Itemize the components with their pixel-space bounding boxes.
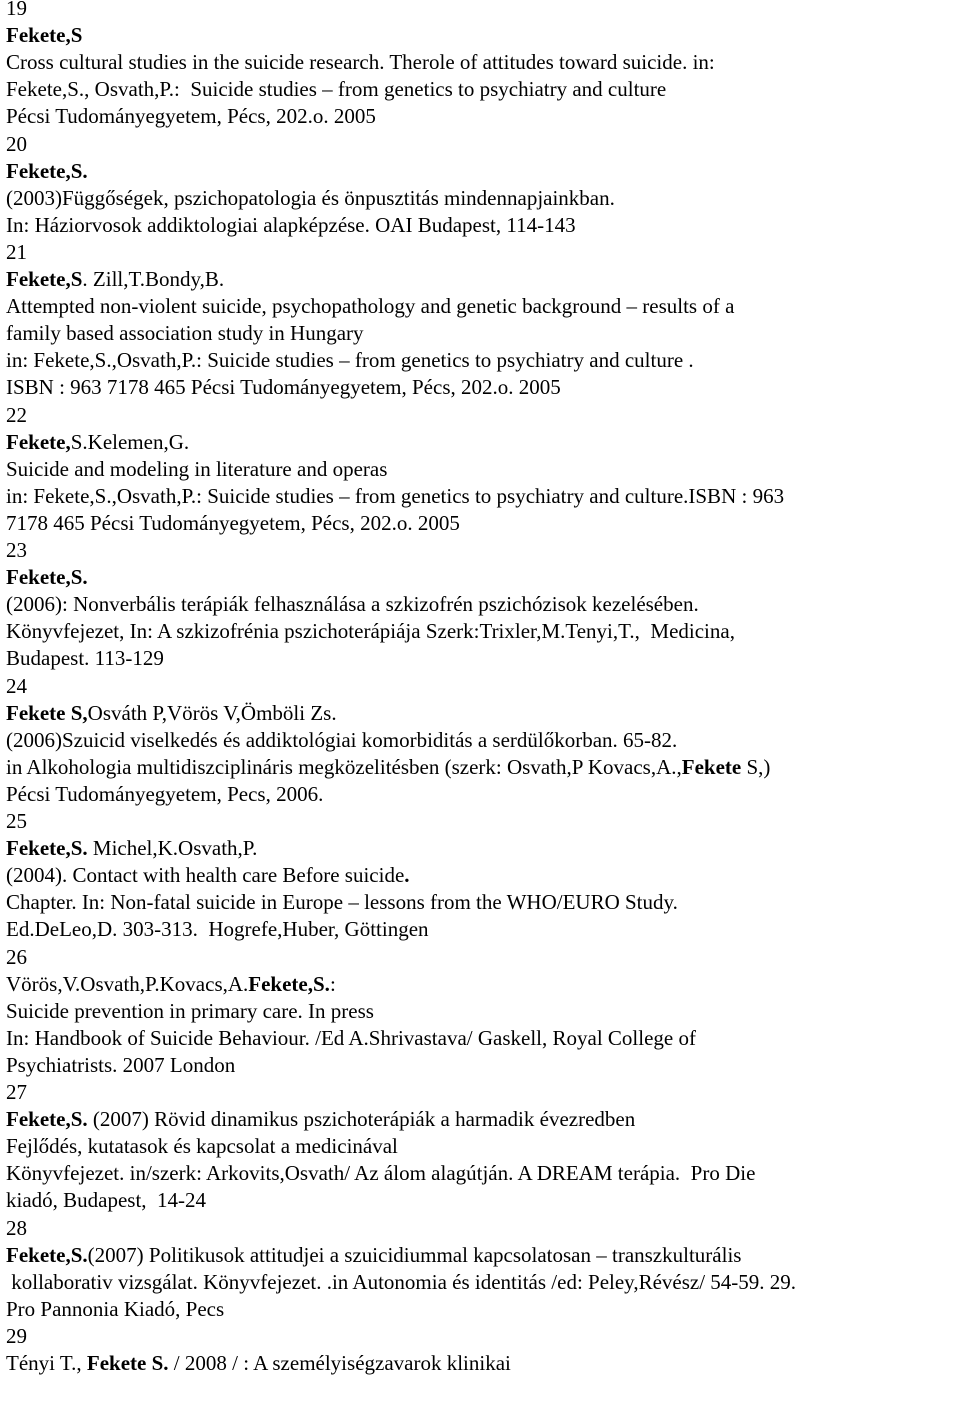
reference-number: 22 [6, 402, 27, 427]
bold-text-segment: Fekete,S. [6, 1242, 88, 1267]
reference-text-line [6, 348, 694, 374]
text-segment: Fejlődés, kutatasok és kapcsolat a medicinával [6, 1134, 398, 1159]
text-segment: (2006): Nonverbális terápiák felhasználása a szkizofrén pszichózisok kezelésében. [6, 592, 699, 617]
bold-text-segment: Fekete,S. [6, 836, 88, 861]
reference-text-line [6, 511, 460, 537]
text-segment: Chapter. In: Non-fatal suicide in Europe – lessons from the WHO/EURO Study. [6, 890, 678, 915]
bold-text-segment: Fekete,S. [6, 158, 88, 183]
reference-text-line [6, 50, 715, 76]
text-segment: in: Fekete,S.,Osvath,P.: Suicide studies – from genetics to psychiatry and culture . [6, 348, 694, 373]
reference-text-line [6, 1053, 235, 1079]
bold-text-segment: . [404, 863, 410, 888]
text-segment: Michel,K.Osvath,P. [87, 836, 258, 861]
reference-authors-line [6, 1243, 741, 1269]
reference-text-line [6, 1270, 796, 1296]
reference-text-line [6, 77, 666, 103]
text-segment: Pécsi Tudományegyetem, Pécs, 202.o. 2005 [6, 104, 376, 129]
bold-text-segment: Fekete S, [6, 700, 88, 725]
reference-text-line [6, 484, 784, 510]
reference-text-line [6, 375, 561, 401]
reference-number: 29 [6, 1323, 27, 1348]
reference-authors-line [6, 972, 336, 998]
text-segment: Suicide prevention in primary care. In press [6, 998, 374, 1023]
reference-text-line [6, 457, 387, 483]
text-segment: Suicide and modeling in literature and operas [6, 456, 388, 481]
reference-authors-line [6, 701, 337, 727]
reference-text-line [6, 890, 678, 916]
reference-number: 23 [6, 538, 27, 562]
text-segment: Könyvfejezet, In: A szkizofrénia pszichoterápiája Szerk:Trixler,M.Tenyi,T., Medicina, [6, 619, 735, 644]
text-segment: Könyvfejezet. in/szerk: Arkovits,Osvath/ Az álom alagútján. A DREAM terápia. Pro Die [6, 1161, 756, 1186]
text-segment: Fekete,S., Osvath,P.: Suicide studies – from genetics to psychiatry and culture [6, 77, 667, 102]
reference-text-line [6, 321, 364, 347]
reference-authors-line [6, 1351, 511, 1377]
reference-number: 21 [6, 239, 27, 264]
text-segment: / 2008 / : A személyiségzavarok klinikai [168, 1351, 511, 1375]
reference-number: 26 [6, 944, 27, 969]
text-segment: Budapest. 113-129 [6, 646, 164, 671]
text-segment: Osváth P,Vörös V,Ömböli Zs. [87, 700, 337, 725]
bold-text-segment: Fekete,S [6, 267, 83, 291]
reference-text-line [6, 592, 699, 618]
text-segment: Attempted non-violent suicide, psychopathology and genetic background – results of a [6, 294, 735, 319]
reference-text-line [6, 782, 323, 808]
text-segment: (2004). Contact with health care Before suicide [6, 863, 405, 888]
reference-text-line [6, 1297, 224, 1323]
reference-text-line [6, 863, 410, 889]
reference-number: 28 [6, 1215, 27, 1240]
bold-text-segment: Fekete,S. [248, 971, 330, 996]
reference-text-line [6, 917, 429, 943]
reference-authors-line [6, 159, 88, 185]
text-segment: Psychiatrists. 2007 London [6, 1052, 236, 1077]
reference-text-line [6, 1026, 696, 1052]
reference-text-line [6, 1188, 206, 1214]
text-segment: in: Fekete,S.,Osvath,P.: Suicide studies – from genetics to psychiatry and culture.ISBN : 963 [6, 483, 785, 508]
text-segment: S,) [741, 754, 771, 779]
text-segment: ISBN : 963 7178 465 Pécsi Tudományegyetem, Pécs, 202.o. 2005 [6, 375, 561, 400]
bold-text-segment: Fekete S. [86, 1351, 169, 1375]
reference-text-line [6, 619, 735, 645]
text-segment: : [329, 971, 336, 996]
text-segment: in Alkohologia multidiszciplináris megközelitésben (szerk: Osvath,P Kovacs,A., [6, 754, 682, 779]
text-segment: kiadó, Budapest, 14-24 [6, 1188, 207, 1213]
text-segment: family based association study in Hungary [6, 321, 364, 346]
text-segment: In: Handbook of Suicide Behaviour. /Ed A.Shrivastava/ Gaskell, Royal College of [6, 1025, 696, 1050]
text-segment: (2007) Politikusok attitudjei a szuicidiummal kapcsolatosan – transzkulturális [87, 1242, 742, 1267]
bold-text-segment: Fekete,S [6, 23, 83, 48]
text-segment: kollaborativ vizsgálat. Könyvfejezet. .in Autonomia és identitás /ed: Peley,Révész/ 54-59. 29. [6, 1269, 797, 1294]
reference-text-line [6, 1161, 755, 1187]
text-segment: Pro Pannonia Kiadó, Pecs [6, 1296, 225, 1321]
bold-text-segment: Fekete, [6, 429, 71, 454]
reference-authors-line [6, 430, 189, 456]
reference-text-line [6, 999, 374, 1025]
reference-text-line [6, 213, 576, 239]
text-segment: Pécsi Tudományegyetem, Pecs, 2006. [6, 781, 324, 806]
reference-text-line [6, 104, 376, 130]
reference-number: 25 [6, 809, 27, 833]
text-segment: In: Háziorvosok addiktologiai alapképzése. OAI Budapest, 114-143 [6, 212, 576, 237]
text-segment: Vörös,V.Osvath,P.Kovacs,A. [6, 971, 249, 996]
bold-text-segment: Fekete,S. [6, 1107, 88, 1132]
text-segment: Ed.DeLeo,D. 303-313. Hogrefe,Huber, Göttingen [6, 917, 429, 942]
bold-text-segment: Fekete,S. [6, 565, 88, 590]
text-segment: . Zill,T.Bondy,B. [82, 267, 225, 291]
text-segment: Tényi T., [6, 1351, 87, 1375]
text-segment: (2007) Rövid dinamikus pszichoterápiák a harmadik évezredben [87, 1107, 636, 1132]
reference-number: 24 [6, 673, 27, 698]
reference-authors-line [6, 836, 257, 862]
reference-text-line [6, 294, 734, 320]
text-segment: (2006)Szuicid viselkedés és addiktológiai komorbiditás a serdülőkorban. 65-82. [6, 727, 678, 752]
bold-text-segment: Fekete [681, 754, 742, 779]
reference-authors-line [6, 23, 82, 49]
reference-text-line [6, 755, 770, 781]
reference-authors-line [6, 1107, 635, 1133]
reference-number: 27 [6, 1080, 27, 1104]
reference-text-line [6, 646, 164, 672]
reference-authors-line [6, 267, 224, 293]
reference-text-line [6, 728, 677, 754]
text-segment: 7178 465 Pécsi Tudományegyetem, Pécs, 202.o. 2005 [6, 510, 460, 535]
reference-authors-line [6, 565, 88, 591]
reference-number: 19 [6, 0, 27, 20]
text-segment: (2003)Függőségek, pszichopatologia és önpusztitás mindennapjainkban. [6, 185, 615, 210]
reference-number: 20 [6, 131, 27, 156]
reference-text-line [6, 1134, 398, 1160]
reference-text-line [6, 186, 615, 212]
text-segment: S.Kelemen,G. [70, 429, 190, 454]
text-segment: Cross cultural studies in the suicide research. Therole of attitudes toward suicide. in: [6, 50, 715, 75]
